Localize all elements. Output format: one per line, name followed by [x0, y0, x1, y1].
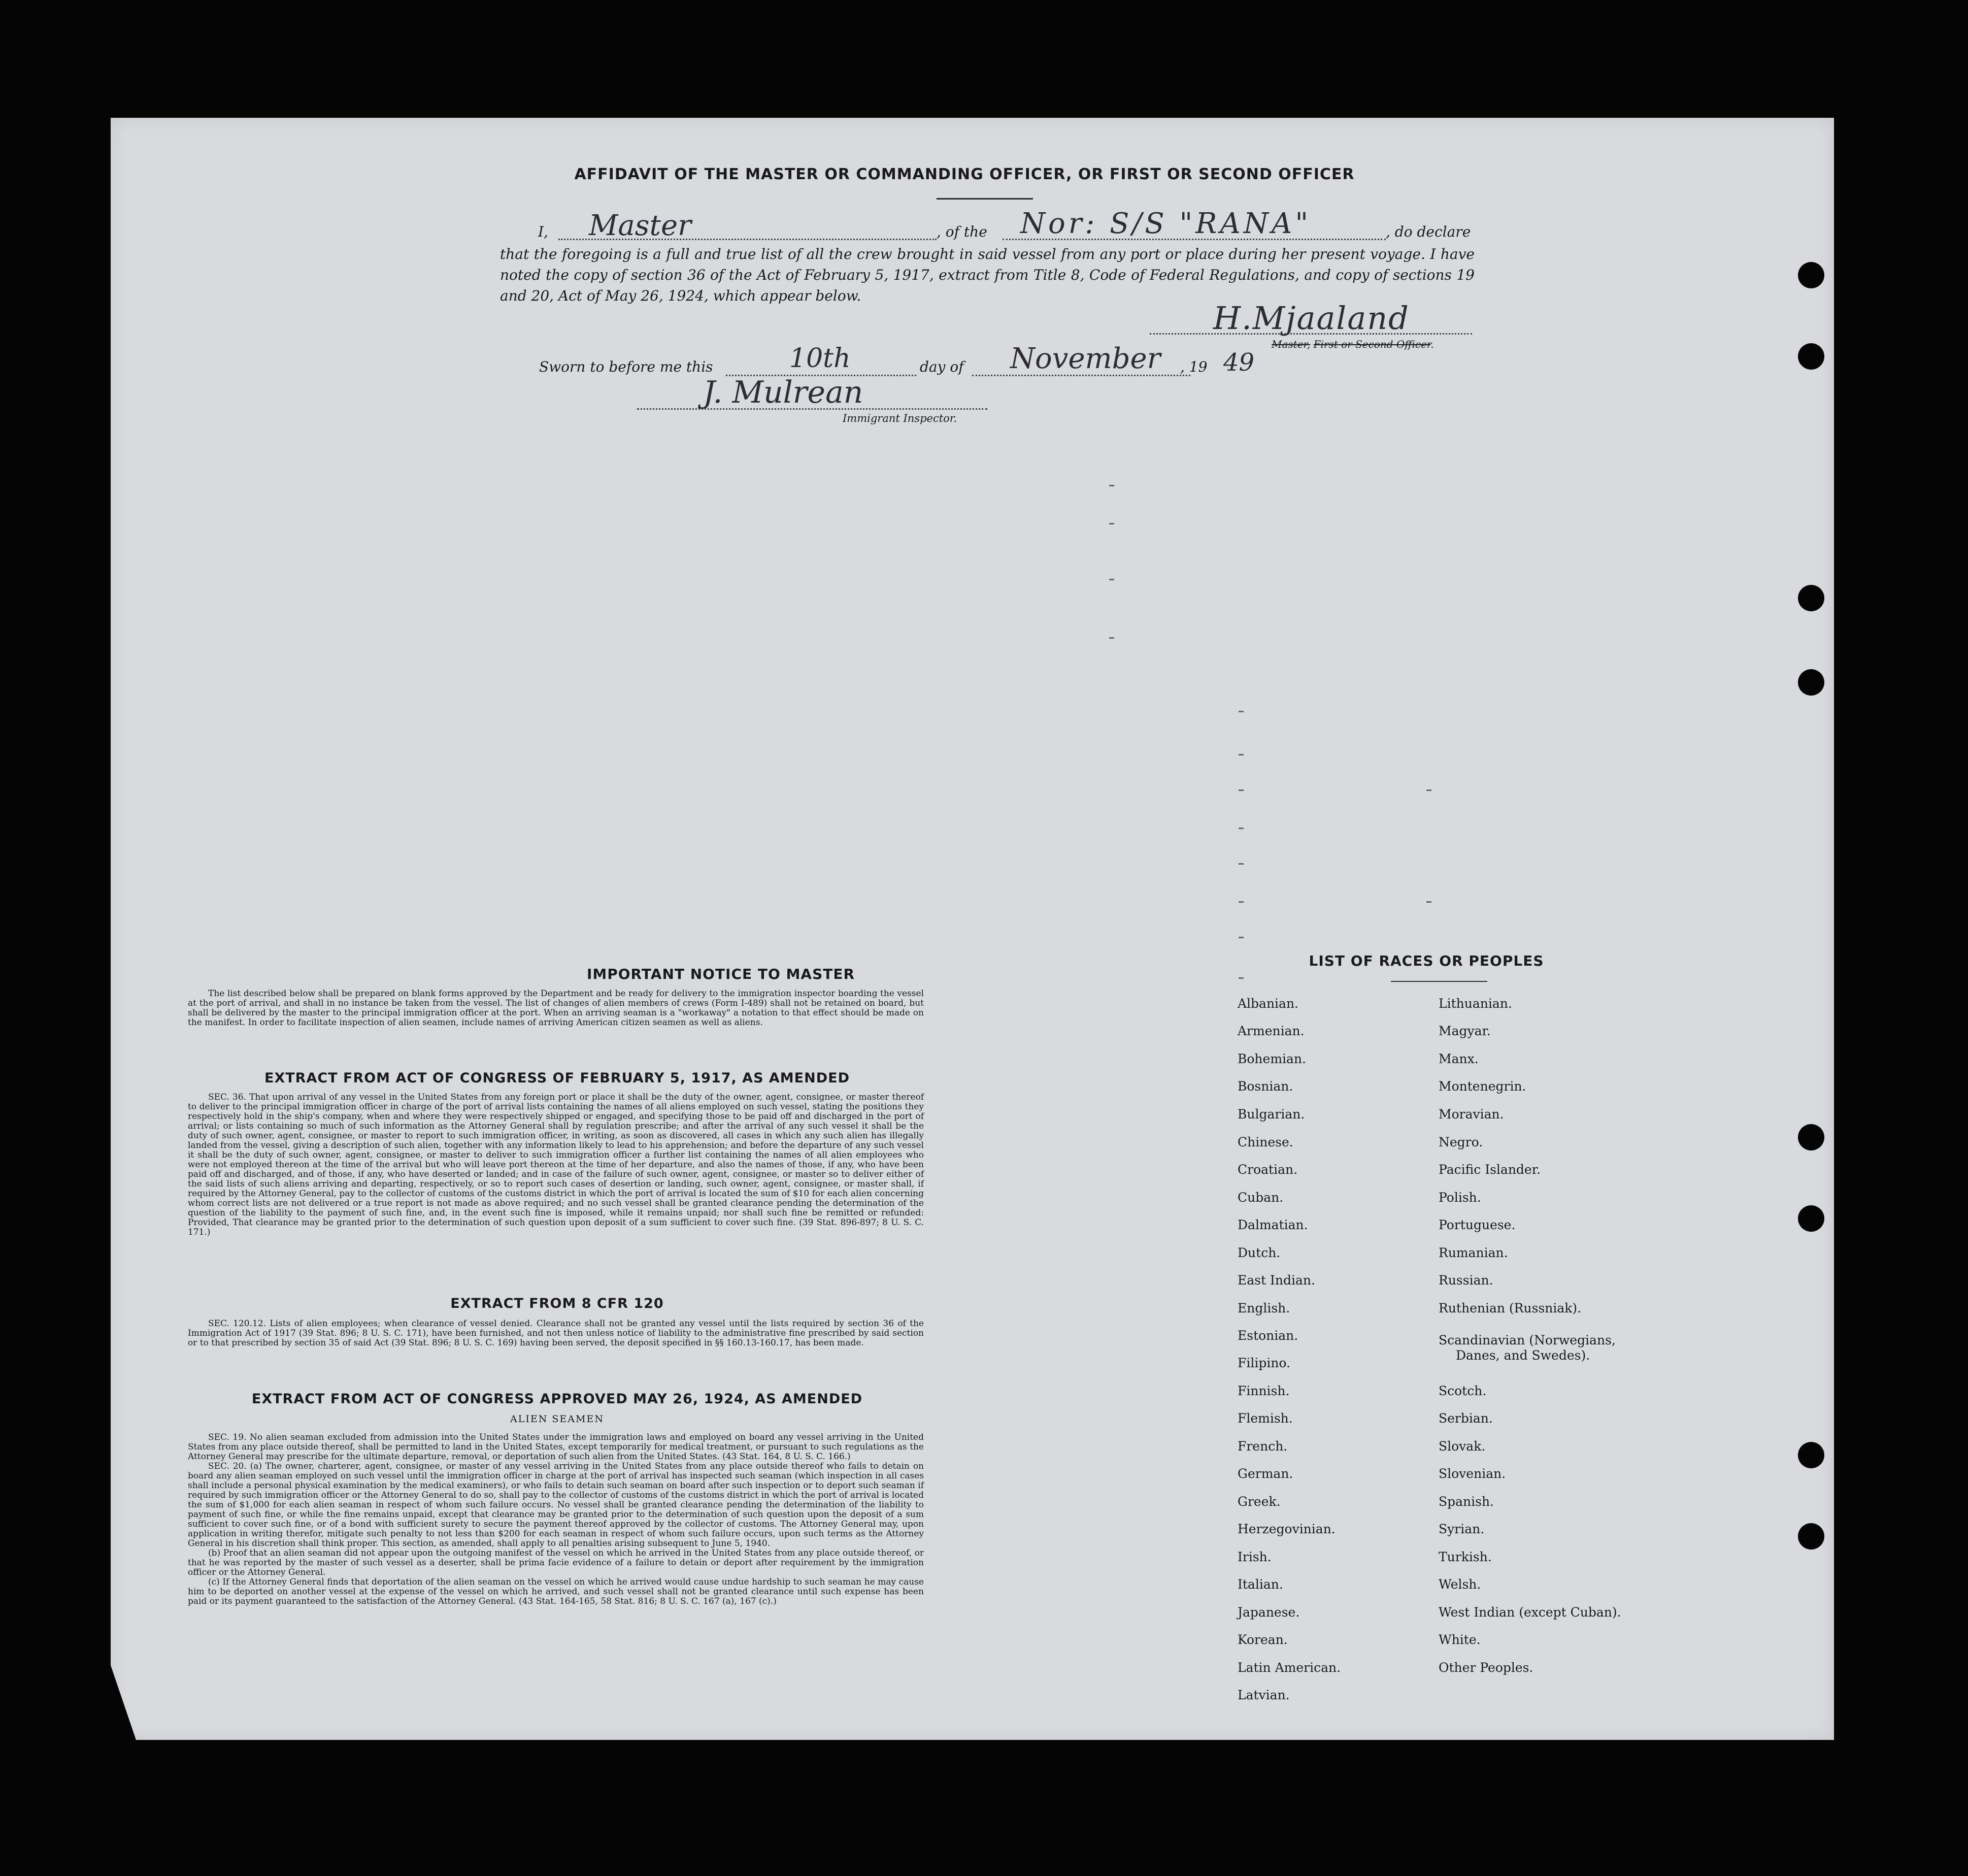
race-left-item: Bosnian. [1238, 1079, 1293, 1094]
affidavit-body: that the foregoing is a full and true list of all the crew brought in said vessel from any port or place during her present voyage. I have noted the copy of section 36 of the Act of February 5, 1917, extract from Title 8, Code of Federal Regulations, and copy of sections 19 and 20, Act of May 26, 1924, which appear below. [500, 246, 1475, 304]
race-right-item: Other Peoples. [1439, 1660, 1533, 1675]
master-signature: H.Mjaaland [1213, 300, 1410, 337]
race-right-item: Pacific Islander. [1439, 1162, 1541, 1177]
race-left-item: Korean. [1238, 1632, 1288, 1647]
race-right-item: Moravian. [1439, 1107, 1504, 1122]
vessel-handwriting: Nor: S/S "RANA" [1020, 207, 1312, 240]
race-left-item: East Indian. [1238, 1273, 1315, 1288]
tick-mark [1239, 711, 1244, 712]
notice-title: IMPORTANT NOTICE TO MASTER [586, 966, 855, 982]
notice-body: The list described below shall be prepared on blank forms approved by the Department and be ready for delivery to the immigration inspector boarding the vessel at the port of arrival, and shall in no instance be taken from the vessel. The list of changes of alien members of crews (Form I-489) shall not be retained on board, but shall be delivered by the master to the principal immigration officer at the port. When an arriving seaman is a "workaway" a notation to that effect should be made on the manifest. In order to facilitate inspection of alien seamen, include names of arriving American citizen seamen as well as aliens. [188, 989, 924, 1028]
tick-mark [1109, 485, 1114, 486]
sec19: SEC. 19. No alien seaman excluded from admission into the United States under the immigration laws and employed on board any vessel arriving in the United States from any place outside thereof, shall be permitted to land in the United States, except temporarily for medical treatment, or pursuant to such regulations as the Attorney General may prescribe for the ultimate departure, removal, or deportation of such alien from the United States. (43 Stat. 164, 8 U. S. C. 166.) [188, 1432, 924, 1462]
race-left-item: Dutch. [1238, 1245, 1281, 1260]
extract-1924-subtitle: ALIEN SEAMEN [510, 1413, 604, 1425]
race-left-item: Irish. [1238, 1550, 1272, 1564]
race-left-item: Chinese. [1238, 1135, 1293, 1149]
race-right-item: Turkish. [1439, 1550, 1492, 1564]
race-left-item: Finnish. [1238, 1384, 1290, 1398]
extract-cfr-title: EXTRACT FROM 8 CFR 120 [450, 1296, 664, 1311]
race-right-item: Ruthenian (Russniak). [1439, 1301, 1582, 1315]
punch-hole [1798, 1205, 1824, 1232]
race-left-item: Cuban. [1238, 1190, 1284, 1205]
race-left-item: Bulgarian. [1238, 1107, 1305, 1122]
folded-corner [111, 1665, 136, 1740]
tick-mark [1109, 579, 1114, 580]
races-rule [1391, 981, 1487, 982]
inspector-caption: Immigrant Inspector. [843, 412, 957, 424]
sec20a: SEC. 20. (a) The owner, charterer, agent, consignee, or master of any vessel arriving in the United States from any place outside thereof who fails to detain on board any alien seaman employed on such vessel until the immigration officer in charge at the port of arrival has inspected such seaman (which inspection in all cases shall include a personal physical examination by the medical examiners), or who fails to detain such seaman on board after such inspection or to deport such seaman if required by such immigration officer or the Attorney General to do so, shall pay to the collector of customs of the customs district in which the port of arrival is located the sum of $1,000 for each alien seaman in respect of whom such failure occurs. No vessel shall be granted clearance pending the determination of the liability to payment of such fine, or while the fine remains unpaid, except that clearance may be granted prior to the determination of such question upon the deposit of a sum sufficient to cover such fine, or of a bond with sufficient surety to secure the payment thereof approved by the collector of customs. The Attorney General may, upon application in writing therefor, mitigate such penalty to not less than $200 for each seaman in respect of whom such failure occurs, upon such terms as the Attorney General in his discretion shall think proper. This section, as amended, shall apply to all penalties arising subsequent to June 5, 1940. [188, 1461, 924, 1549]
tick-mark [1239, 863, 1244, 865]
inspector-signature: J. Mulrean [703, 375, 863, 410]
race-right-item: Negro. [1439, 1135, 1483, 1149]
day-handwriting: 10th [789, 343, 851, 374]
race-right-item: Lithuanian. [1439, 996, 1512, 1011]
tick-mark [1239, 754, 1244, 755]
year-handwriting: 49 [1223, 348, 1255, 377]
race-right-item: Danes, and Swedes). [1456, 1348, 1590, 1363]
race-right-item: Scotch. [1439, 1384, 1487, 1398]
race-left-item: Latin American. [1238, 1660, 1341, 1675]
race-left-item: French. [1238, 1439, 1288, 1454]
race-right-item: Scandinavian (Norwegians, [1439, 1333, 1616, 1347]
race-left-item: English. [1238, 1301, 1290, 1315]
tick-mark [1239, 901, 1244, 903]
affidavit-of-the: , of the [937, 223, 987, 240]
signature-caption [1272, 338, 1434, 350]
race-right-item: Portuguese. [1439, 1217, 1516, 1232]
race-right-item: Magyar. [1439, 1024, 1491, 1038]
affidavit-title: AFFIDAVIT OF THE MASTER OR COMMANDING OFFICER, OR FIRST OR SECOND OFFICER [574, 166, 1355, 183]
tick-mark [1239, 828, 1244, 829]
month-handwriting: November [1010, 342, 1161, 375]
punch-hole [1798, 262, 1824, 288]
punch-hole [1798, 343, 1824, 370]
punch-hole [1798, 1124, 1824, 1150]
race-left-item: Italian. [1238, 1577, 1283, 1592]
races-title: LIST OF RACES OR PEOPLES [1309, 952, 1544, 969]
extract-1924-body [188, 1433, 924, 1606]
sec20b: (b) Proof that an alien seaman did not appear upon the outgoing manifest of the vessel on which he arrived in the United States from any place outside thereof, or that he was reported by the master of such vessel as a deserter, shall be prima facie evidence of a failure to detain or deport after requirement by the immigration officer or the Attorney General. [188, 1548, 924, 1577]
race-right-item: Serbian. [1439, 1411, 1493, 1426]
year-prefix: , 19 [1180, 358, 1208, 375]
extract-1917-title: EXTRACT FROM ACT OF CONGRESS OF FEBRUARY 5, 1917, AS AMENDED [264, 1070, 850, 1086]
extract-1917-body: SEC. 36. That upon arrival of any vessel in the United States from any foreign port or place it shall be the duty of the owner, agent, consignee, or master thereof to deliver to the principal immigration officer in charge of the port of arrival lists containing the names of all aliens employed on such vessel, stating the positions they respectively hold in the ship's company, when and where they were respectively shipped or engaged, and specifying those to be paid off and discharged in the port of arrival; or lists containing so much of such information as the Attorney General shall by regulation prescribe; and after the arrival of any such vessel it shall be the duty of such owner, agent, consignee, or master to report to such immigration officer, in writing, as soon as discovered, all cases in which any such alien has illegally landed from the vessel, giving a description of such alien, together with any information likely to lead to his apprehension; and before the departure of any such vessel it shall be the duty of such owner, agent, consignee, or master to deliver to such immigration officer a further list containing the names of all alien employees who were not employed thereon at the time of the arrival but who will leave port thereon at the time of her departure, and also the names of those, if any, who have been paid off and discharged, and of those, if any, who have deserted or landed; and in case of the failure of such owner, agent, consignee, or master so to deliver either of the said lists of such aliens arriving and departing, respectively, or so to report such cases of desertion or landing, such owner, agent, consignee, or master shall, if required by the Attorney General, pay to the collector of customs of the customs district in which the port of arrival is located the sum of $10 for each alien concerning whom correct lists are not delivered or a true report is not made as above required; and no such vessel shall be granted clearance pending the determination of the question of the liability to the payment of such fine, and, in the event such fine is imposed, while it remains unpaid; nor shall such fine be remitted or refunded: Provided, That clearance may be granted prior to the determination of such question upon deposit of a sum sufficient to cover such fine. (39 Stat. 896-897; 8 U. S. C. 171.) [188, 1092, 924, 1237]
race-left-item: Estonian. [1238, 1328, 1298, 1343]
race-left-item: German. [1238, 1466, 1293, 1481]
punch-hole [1798, 669, 1824, 696]
race-left-item: Latvian. [1238, 1688, 1290, 1702]
race-left-item: Bohemian. [1238, 1051, 1306, 1066]
race-right-item: Russian. [1439, 1273, 1493, 1288]
race-right-item: West Indian (except Cuban). [1439, 1605, 1621, 1620]
tick-mark [1109, 523, 1114, 524]
tick-mark [1239, 937, 1244, 938]
race-left-item: Flemish. [1238, 1411, 1293, 1426]
signature-caption-struck: First or Second Officer [1313, 338, 1431, 350]
race-right-item: Spanish. [1439, 1494, 1494, 1509]
extract-1924-title: EXTRACT FROM ACT OF CONGRESS APPROVED MAY 26, 1924, AS AMENDED [251, 1391, 863, 1407]
sec20c: (c) If the Attorney General finds that deportation of the alien seaman on the vessel on which he arrived would cause undue hardship to such seaman he may cause him to be deported on another vessel at the expense of the vessel on which he arrived, and such vessel shall not be granted clearance until such expense has been paid or its payment guaranteed to the satisfaction of the Attorney General. (43 Stat. 164-165, 58 Stat. 816; 8 U. S. C. 167 (a), 167 (c).) [188, 1577, 924, 1606]
race-right-item: Montenegrin. [1439, 1079, 1526, 1094]
affidavit-i: I, [538, 223, 548, 240]
race-left-item: Albanian. [1238, 996, 1299, 1011]
punch-hole [1798, 1442, 1824, 1468]
race-right-item: Slovenian. [1439, 1466, 1506, 1481]
race-left-item: Dalmatian. [1238, 1217, 1308, 1232]
race-right-item: White. [1439, 1632, 1481, 1647]
affidavit-declare: , do declare [1386, 223, 1471, 240]
punch-hole [1798, 1523, 1824, 1550]
race-left-item: Croatian. [1238, 1162, 1298, 1177]
race-right-item: Welsh. [1439, 1577, 1481, 1592]
tick-mark [1426, 901, 1431, 903]
race-left-item: Herzegovinian. [1238, 1522, 1336, 1536]
race-left-item: Japanese. [1238, 1605, 1300, 1620]
day-of-text: day of [920, 358, 964, 375]
signature-caption-period: . [1430, 338, 1434, 350]
race-left-item: Filipino. [1238, 1356, 1290, 1370]
race-right-item: Manx. [1439, 1051, 1479, 1066]
tick-mark [1109, 637, 1114, 639]
title-rule [937, 198, 1033, 200]
sworn-text: Sworn to before me this [539, 358, 713, 375]
master-handwriting: Master [589, 209, 691, 242]
tick-mark [1426, 789, 1431, 791]
race-left-item: Armenian. [1238, 1024, 1305, 1038]
signature-caption-master: Master, [1272, 338, 1311, 350]
tick-mark [1239, 977, 1244, 979]
punch-hole [1798, 585, 1824, 611]
extract-cfr-body: SEC. 120.12. Lists of alien employees; when clearance of vessel denied. Clearance shall not be granted any vessel until the lists required by section 36 of the Immigration Act of 1917 (39 Stat. 896; 8 U. S. C. 171), have been furnished, and not then unless notice of liability to the administrative fine prescribed by said section or to that prescribed by section 35 of said Act (39 Stat. 896; 8 U. S. C. 169) having been served, the deposit specified in §§ 160.13-160.17, has been made. [188, 1319, 924, 1348]
race-right-item: Rumanian. [1439, 1245, 1508, 1260]
race-right-item: Slovak. [1439, 1439, 1486, 1454]
race-right-item: Polish. [1439, 1190, 1481, 1205]
race-left-item: Greek. [1238, 1494, 1281, 1509]
race-right-item: Syrian. [1439, 1522, 1485, 1536]
tick-mark [1239, 789, 1244, 791]
